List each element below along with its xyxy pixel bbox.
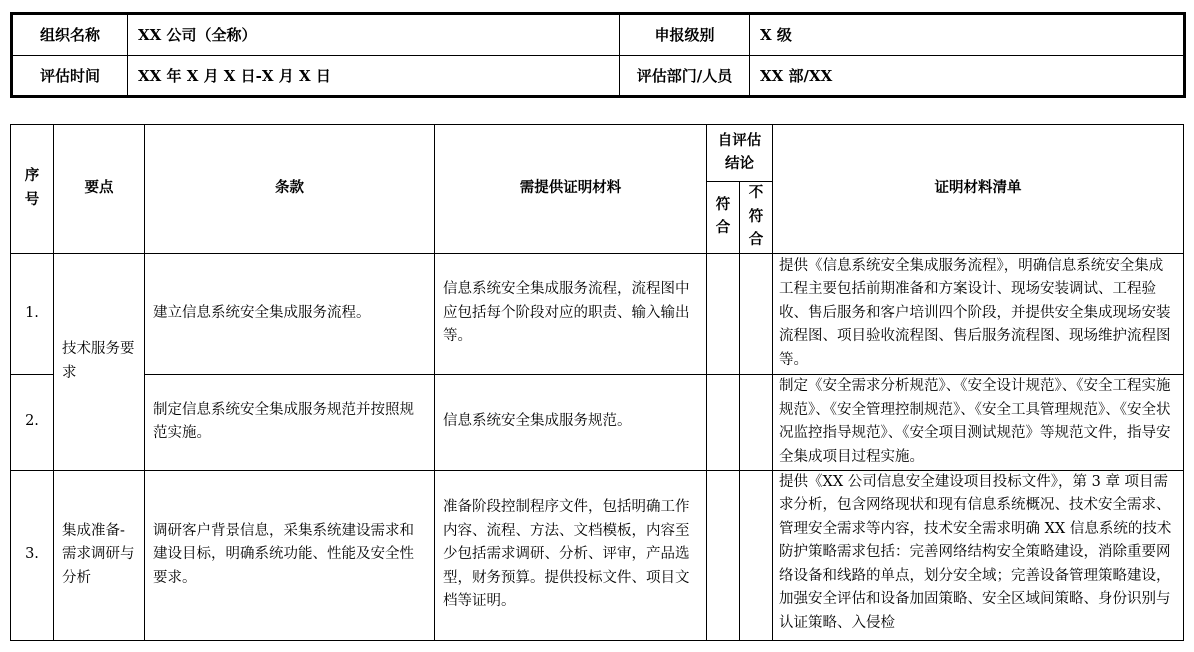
row-nonconform xyxy=(740,374,773,470)
col-point-header: 要点 xyxy=(54,125,145,254)
table-row xyxy=(11,253,1184,374)
time-label: 评估时间 xyxy=(12,55,128,97)
org-value: XX 公司（全称） xyxy=(128,14,620,56)
row-material: 信息系统安全集成服务规范。 xyxy=(435,374,707,470)
time-value: XX 年 X 月 X 日-X 月 X 日 xyxy=(128,55,620,97)
row-seq: 3. xyxy=(11,470,54,640)
col-material-header: 需提供证明材料 xyxy=(435,125,707,254)
header-table xyxy=(10,12,1186,98)
col-nonconform-header: 不符合 xyxy=(740,182,773,254)
row-clause: 制定信息系统安全集成服务规范并按照规范实施。 xyxy=(145,374,435,470)
table-row xyxy=(11,470,1184,640)
col-conform-header: 符合 xyxy=(707,182,740,254)
dept-value: XX 部/XX xyxy=(750,55,1185,97)
col-seq-header: 序号 xyxy=(11,125,54,254)
dept-label: 评估部门/人员 xyxy=(620,55,750,97)
org-label: 组织名称 xyxy=(12,14,128,56)
row-material: 信息系统安全集成服务流程，流程图中应包括每个阶段对应的职责、输入输出等。 xyxy=(435,253,707,374)
row-evidence: 提供《XX 公司信息安全建设项目投标文件》，第 3 章 项目需求分析，包含网络现状和现有信息系统概况、技术安全需求、管理安全需求等内容，技术安全需求明确 XX 信息系统的技术防护策略需求包括：完善网络结构安全策略建设，消除重要网络设备和线路的单点，划分安全域；完善设备管理策略建设，加强安全评估和设备加固策略、安全区域间策略、身份识别与认证策略、入侵检 xyxy=(773,470,1184,640)
table-row xyxy=(11,374,1184,470)
row-conform xyxy=(707,253,740,374)
row-evidence: 提供《信息系统安全集成服务流程》，明确信息系统安全集成工程主要包括前期准备和方案设计、现场安装调试、工程验收、售后服务和客户培训四个阶段，并提供安全集成现场安装流程图、项目验收流程图、售后服务流程图、现场维护流程图等。 xyxy=(773,253,1184,374)
level-value: X 级 xyxy=(750,14,1185,56)
row-clause: 调研客户背景信息，采集系统建设需求和建设目标，明确系统功能、性能及安全性要求。 xyxy=(145,470,435,640)
col-clause-header: 条款 xyxy=(145,125,435,254)
row-seq: 2. xyxy=(11,374,54,470)
row-nonconform xyxy=(740,253,773,374)
assessment-table xyxy=(10,124,1184,641)
row-clause: 建立信息系统安全集成服务流程。 xyxy=(145,253,435,374)
row-evidence: 制定《安全需求分析规范》、《安全设计规范》、《安全工程实施规范》、《安全管理控制规范》、《安全工具管理规范》、《安全状况监控指导规范》、《安全项目测试规范》等规范文件，指导安全集成项目过程实施。 xyxy=(773,374,1184,470)
col-self-eval-header: 自评估结论 xyxy=(707,125,773,182)
row-seq: 1. xyxy=(11,253,54,374)
level-label: 申报级别 xyxy=(620,14,750,56)
row-material: 准备阶段控制程序文件，包括明确工作内容、流程、方法、文档模板，内容至少包括需求调研、分析、评审，产品选型，财务预算。提供投标文件、项目文档等证明。 xyxy=(435,470,707,640)
row-nonconform xyxy=(740,470,773,640)
row-point: 集成准备-需求调研与分析 xyxy=(54,470,145,640)
row-point: 技术服务要求 xyxy=(54,253,145,470)
row-conform xyxy=(707,374,740,470)
col-evidence-header: 证明材料清单 xyxy=(773,125,1184,254)
row-conform xyxy=(707,470,740,640)
